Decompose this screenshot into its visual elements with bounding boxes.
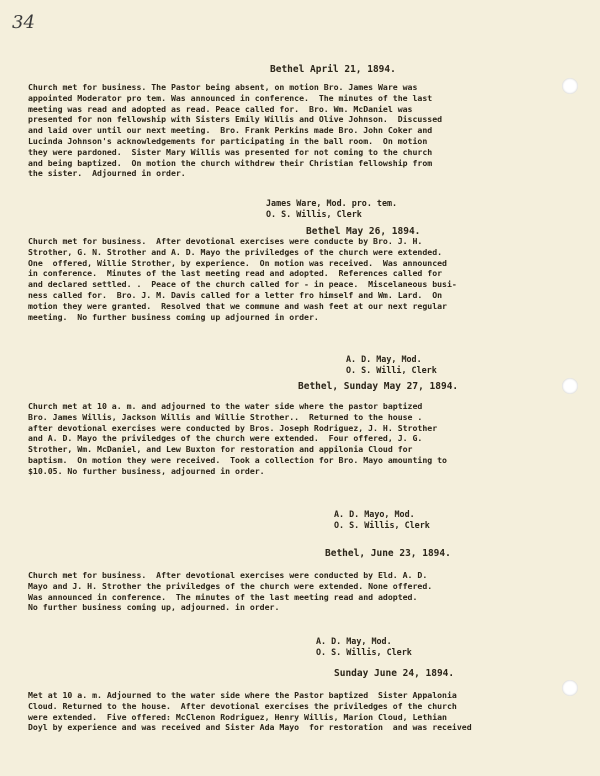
entry-date: Bethel April 21, 1894. (270, 64, 396, 75)
entry-signature: A. D. May, Mod. O. S. Willi, Clerk (346, 354, 437, 376)
binder-hole (562, 680, 578, 696)
entry-minutes: Met at 10 a. m. Adjourned to the water side where the Pastor baptized Sister Appalonia Cloud. Returned to the house. After devotional exercises the priviledges of the church were extended. Five offered: McClenon Rodriguez, Henry Willis, Marion Cloud, Lethian Doyl by experience and was received and Sister Ada Mayo for restoration and was received (28, 690, 472, 733)
entry-minutes: Church met for business. After devotional exercises were conducted by Eld. A. D. Mayo and J. H. Strother the priviledges of the church were extended. None offered. Was announced in conference. The minutes of the last meeting read and adopted. No further business coming up, adjourned. in order. (28, 570, 433, 613)
entry-signature: A. D. May, Mod. O. S. Willis, Clerk (316, 636, 412, 658)
entry-date: Bethel May 26, 1894. (306, 226, 421, 237)
entry-minutes: Church met for business. After devotional exercises were conducte by Bro. J. H. Strother, G. N. Strother and A. D. Mayo the priviledges of the church were extended. One offered, Willie Strother, by experience. On motion was received. Was announced in conference. Minutes of the last meeting read and adopted. References called for and declared settled. . Peace of the church called for - in peace. Miscelaneous busi- ness called for. Bro. J. M. Davis called for a letter fro himself and Wm. Lard. On motion they were granted. Resolved that we commune and wash feet at our next regular meeting. No further business coming up adjourned in order. (28, 236, 457, 322)
entry-minutes: Church met for business. The Pastor being absent, on motion Bro. James Ware was appointed Moderator pro tem. Was announced in conference. The minutes of the last meeting was read and adopted as read. Peace called for. Bro. Wm. McDaniel was presented for non fellowship with Sisters Emily Willis and Olive Johnson. Discussed and laid over until our next meeting. Bro. Frank Perkins made Bro. John Coker and Lucinda Johnson's acknowledgements for participating in the ball room. On motion they were pardoned. Sister Mary Willis was presented for not coming to the church and being baptized. On motion the church withdrew their Christian fellowship from the sister. Adjourned in order. (28, 82, 443, 179)
entry-date: Bethel, June 23, 1894. (325, 548, 451, 559)
binder-hole (562, 378, 578, 394)
page-number: 34 (12, 12, 35, 33)
entry-date: Sunday June 24, 1894. (334, 668, 455, 679)
entry-signature: A. D. Mayo, Mod. O. S. Willis, Clerk (334, 509, 430, 531)
binder-hole (562, 78, 578, 94)
entry-minutes: Church met at 10 a. m. and adjourned to the water side where the pastor baptized Bro. James Willis, Jackson Willis and Willie Strother.. Returned to the house . after devotional exercises were conducted by Bros. Joseph Rodriguez, J. H. Strother and A. D. Mayo the priviledges of the church were extended. Four offered, J. G. Strother, Wm. McDaniel, and Lew Buxton for restoration and appilonia Cloud for baptism. On motion they were received. Took a collection for Bro. Mayo amounting to $10.05. No further business, adjourned in order. (28, 401, 447, 476)
entry-signature: James Ware, Mod. pro. tem. O. S. Willis, Clerk (266, 198, 398, 220)
entry-date: Bethel, Sunday May 27, 1894. (298, 381, 459, 392)
